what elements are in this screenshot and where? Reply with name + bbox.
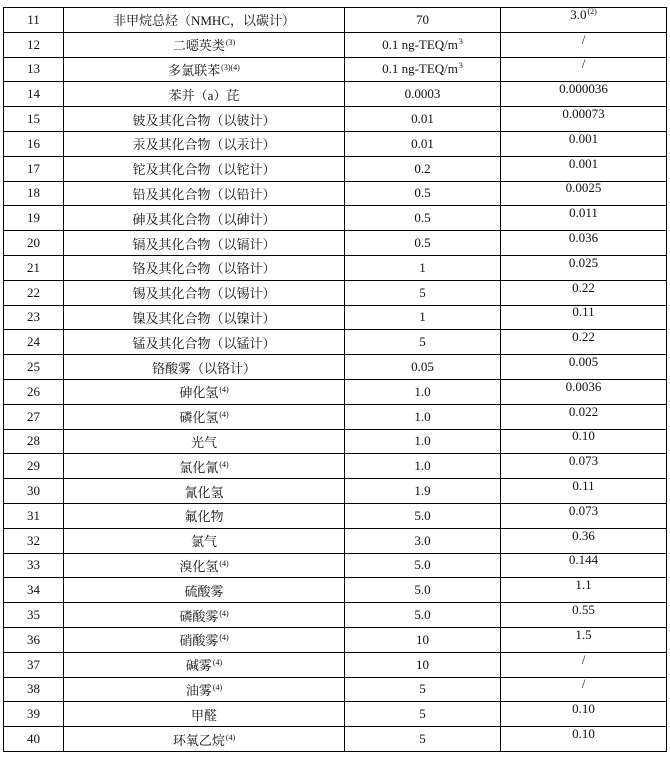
limit-value-cell: [345, 627, 501, 652]
pollutant-name-cell: [64, 156, 345, 181]
pollutant-name: 锡及其化合物（以锡计）: [132, 286, 276, 302]
pollutant-name-cell: [64, 355, 345, 380]
limit-value: 0.0003: [404, 86, 441, 102]
secondary-limit-cell: [501, 404, 667, 429]
footnote-marker: (3)(4): [221, 62, 240, 72]
limit-value: 1.0: [414, 433, 431, 449]
pollutant-name-cell: [64, 652, 345, 677]
table-row: [4, 702, 667, 727]
pollutant-name-cell: [64, 404, 345, 429]
secondary-limit-value: [569, 206, 598, 220]
unit-exponent: 3: [458, 36, 463, 46]
table-row: [4, 156, 667, 181]
row-number: 23: [4, 305, 64, 330]
secondary-limit-text: 0.22: [572, 280, 595, 295]
secondary-limit-value: [570, 8, 597, 22]
secondary-limit-cell: [501, 305, 667, 330]
limit-value-cell: [345, 156, 501, 181]
pollutant-name-cell: [64, 677, 345, 702]
limit-value: 1: [419, 259, 426, 275]
secondary-limit-text: 0.025: [568, 255, 599, 270]
table-row: [4, 206, 667, 231]
limit-value: 5.0: [414, 557, 431, 573]
pollutant-name: 铬酸雾（以铬计）: [151, 360, 256, 376]
limit-value: 0.1 ng-TEQ/m: [382, 61, 458, 77]
secondary-limit-text: /: [581, 57, 586, 72]
limit-value-cell: [345, 429, 501, 454]
secondary-limit-cell: [501, 206, 667, 231]
row-number: 36: [4, 627, 64, 652]
table-row: [4, 107, 667, 132]
footnote-marker: (4): [219, 608, 229, 618]
secondary-limit-text: 0.10: [572, 429, 595, 444]
pollutant-name-cell: [64, 8, 345, 33]
secondary-limit-cell: [501, 255, 667, 280]
limit-value-cell: [345, 107, 501, 132]
secondary-limit-text: 0.22: [572, 329, 595, 345]
row-number: 16: [4, 131, 64, 156]
pollutant-name: 碱雾: [185, 658, 212, 674]
secondary-limit-value: [582, 32, 586, 46]
secondary-limit-cell: [501, 454, 667, 479]
pollutant-name-cell: [64, 280, 345, 305]
pollutant-name: 氯气: [190, 534, 217, 550]
limit-value-cell: [345, 578, 501, 603]
secondary-limit-cell: [501, 479, 667, 504]
secondary-limit-value: [572, 330, 595, 344]
table-row: [4, 131, 667, 156]
row-number: 11: [4, 8, 64, 33]
limit-value-cell: [345, 82, 501, 107]
limit-value: 0.5: [414, 235, 431, 251]
row-number: 15: [4, 107, 64, 132]
limit-value-cell: [345, 181, 501, 206]
table-body: [4, 8, 667, 752]
limit-value-cell: [345, 404, 501, 429]
limit-value-cell: [345, 677, 501, 702]
table-row: [4, 553, 667, 578]
table-row: [4, 627, 667, 652]
pollutant-limits-table: [3, 7, 667, 752]
secondary-limit-text: 0.0036: [565, 379, 602, 394]
secondary-limit-cell: [501, 578, 667, 603]
limit-value: 10: [416, 631, 429, 647]
secondary-limit-text: 0.000036: [559, 81, 608, 97]
pollutant-name: 磷酸雾: [179, 608, 219, 624]
footnote-marker: (4): [219, 633, 229, 643]
secondary-limit-text: 0.00073: [562, 106, 605, 122]
limit-value: 5: [419, 284, 426, 300]
pollutant-name-cell: [64, 231, 345, 256]
secondary-limit-text: 0.073: [568, 453, 599, 469]
limit-value: 5: [419, 706, 426, 722]
secondary-limit-value: [572, 429, 595, 443]
secondary-limit-cell: [501, 231, 667, 256]
pollutant-name: 铬及其化合物（以铬计）: [132, 261, 276, 277]
secondary-limit-value: [569, 454, 598, 468]
secondary-limit-value: [562, 107, 604, 121]
pollutant-name-cell: [64, 330, 345, 355]
secondary-limit-cell: [501, 702, 667, 727]
pollutant-name-cell: [64, 206, 345, 231]
secondary-limit-text: 1.5: [575, 627, 592, 642]
secondary-limit-text: 3.0: [570, 7, 587, 22]
secondary-limit-text: 0.36: [572, 528, 595, 543]
pollutant-name: 镉及其化合物（以镉计）: [132, 236, 276, 252]
limit-value: 0.2: [414, 160, 431, 176]
pollutant-name: 环氧乙烷: [172, 732, 225, 748]
limit-value-cell: [345, 231, 501, 256]
secondary-limit-value: [572, 528, 595, 542]
pollutant-name: 氰化氢: [184, 484, 224, 500]
pollutant-name: 磷化氢: [179, 410, 219, 426]
secondary-limit-cell: [501, 603, 667, 628]
secondary-limit-value: [569, 255, 598, 269]
secondary-limit-text: 0.005: [568, 354, 599, 370]
pollutant-name-cell: [64, 702, 345, 727]
secondary-limit-text: /: [581, 32, 586, 47]
limit-value-cell: [345, 131, 501, 156]
secondary-limit-text: 0.10: [572, 726, 595, 741]
pollutant-name-cell: [64, 479, 345, 504]
limit-value: 0.1 ng-TEQ/m: [382, 36, 458, 52]
table-row: [4, 8, 667, 33]
limit-value-cell: [345, 330, 501, 355]
limit-value: 1.9: [414, 483, 431, 499]
secondary-limit-value: [582, 57, 586, 71]
secondary-limit-cell: [501, 32, 667, 57]
pollutant-name-cell: [64, 131, 345, 156]
secondary-limit-value: [575, 627, 591, 641]
secondary-limit-cell: [501, 727, 667, 752]
footnote-marker: (4): [219, 459, 229, 469]
pollutant-name-cell: [64, 32, 345, 57]
limit-value-cell: [345, 57, 501, 82]
row-number: 28: [4, 429, 64, 454]
row-number: 13: [4, 57, 64, 82]
limit-value: 5.0: [414, 607, 431, 623]
limit-value: 5: [419, 334, 426, 350]
secondary-limit-value: [582, 677, 586, 691]
limit-value-cell: [345, 553, 501, 578]
pollutant-name: 二噁英类: [172, 38, 225, 54]
secondary-limit-cell: [501, 379, 667, 404]
pollutant-name: 多氯联苯: [168, 62, 221, 78]
secondary-limit-text: 0.10: [572, 701, 595, 717]
pollutant-name-cell: [64, 553, 345, 578]
pollutant-name: 硝酸雾: [179, 633, 219, 649]
limit-value-cell: [345, 305, 501, 330]
pollutant-name-cell: [64, 578, 345, 603]
secondary-limit-cell: [501, 131, 667, 156]
limit-value: 1.0: [414, 383, 431, 399]
secondary-limit-value: [569, 156, 598, 170]
pollutant-name-cell: [64, 627, 345, 652]
pollutant-name: 锰及其化合物（以锰计）: [132, 335, 276, 351]
secondary-limit-value: [575, 578, 591, 592]
secondary-limit-value: [572, 702, 595, 716]
row-number: 24: [4, 330, 64, 355]
pollutant-name-cell: [64, 255, 345, 280]
pollutant-name: 甲醛: [190, 707, 217, 723]
table-row: [4, 479, 667, 504]
limit-value-cell: [345, 206, 501, 231]
limit-value-cell: [345, 528, 501, 553]
secondary-limit-value: [569, 503, 598, 517]
limit-value-cell: [345, 454, 501, 479]
limit-value: 1.0: [414, 408, 431, 424]
limit-value: 1.0: [414, 458, 431, 474]
secondary-limit-cell: [501, 181, 667, 206]
pollutant-name: 油雾: [185, 682, 212, 698]
secondary-limit-cell: [501, 553, 667, 578]
row-number: 14: [4, 82, 64, 107]
limit-value-cell: [345, 652, 501, 677]
limit-value-cell: [345, 503, 501, 528]
secondary-limit-text: 0.11: [572, 478, 595, 494]
limit-value-cell: [345, 603, 501, 628]
secondary-limit-cell: [501, 627, 667, 652]
limit-value-cell: [345, 280, 501, 305]
limit-value: 5.0: [414, 582, 431, 598]
secondary-limit-text: 0.036: [568, 230, 599, 246]
secondary-limit-value: [572, 280, 595, 294]
secondary-limit-cell: [501, 429, 667, 454]
limit-value: 5: [419, 681, 426, 697]
pollutant-name: 砷及其化合物（以砷计）: [132, 211, 276, 227]
secondary-limit-cell: [501, 677, 667, 702]
row-number: 31: [4, 503, 64, 528]
secondary-limit-cell: [501, 503, 667, 528]
row-number: 26: [4, 379, 64, 404]
table-row: [4, 32, 667, 57]
row-number: 21: [4, 255, 64, 280]
pollutant-name-cell: [64, 107, 345, 132]
pollutant-name-cell: [64, 379, 345, 404]
pollutant-name: 非甲烷总烃（NMHC，以碳计）: [112, 13, 295, 29]
pollutant-name: 氯化氰: [179, 459, 219, 475]
secondary-limit-text: 0.001: [568, 156, 599, 171]
footnote-marker: (4): [225, 732, 236, 742]
limit-value-cell: [345, 32, 501, 57]
secondary-limit-value: [569, 131, 598, 145]
pollutant-name: 汞及其化合物（以汞计）: [132, 137, 276, 153]
table-row: [4, 181, 667, 206]
table-row: [4, 727, 667, 752]
limit-value: 0.5: [414, 185, 431, 201]
secondary-limit-cell: [501, 528, 667, 553]
row-number: 27: [4, 404, 64, 429]
table-row: [4, 429, 667, 454]
secondary-limit-cell: [501, 652, 667, 677]
pollutant-name: 铅及其化合物（以铅计）: [132, 186, 276, 202]
footnote-marker: (3): [225, 38, 236, 48]
secondary-limit-cell: [501, 8, 667, 33]
secondary-limit-text: 0.022: [568, 404, 599, 419]
table-row: [4, 305, 667, 330]
row-number: 35: [4, 603, 64, 628]
pollutant-name: 硫酸雾: [184, 583, 224, 599]
secondary-limit-cell: [501, 107, 667, 132]
secondary-limit-value: [566, 181, 602, 195]
secondary-limit-cell: [501, 355, 667, 380]
pollutant-name-cell: [64, 454, 345, 479]
row-number: 33: [4, 553, 64, 578]
table-row: [4, 379, 667, 404]
table-row: [4, 503, 667, 528]
pollutant-name: 溴化氢: [179, 558, 219, 574]
row-number: 37: [4, 652, 64, 677]
limit-value: 10: [416, 656, 429, 672]
table-row: [4, 677, 667, 702]
pollutant-name-cell: [64, 727, 345, 752]
row-number: 30: [4, 479, 64, 504]
pollutant-name-cell: [64, 305, 345, 330]
pollutant-name: 砷化氢: [179, 385, 219, 401]
footnote-marker: (4): [219, 385, 229, 395]
row-number: 18: [4, 181, 64, 206]
table-row: [4, 355, 667, 380]
row-number: 22: [4, 280, 64, 305]
limit-value: 0.01: [411, 111, 434, 127]
secondary-limit-text: 0.011: [569, 205, 598, 221]
footnote-marker: (2): [587, 7, 597, 16]
row-number: 17: [4, 156, 64, 181]
table-row: [4, 404, 667, 429]
table-row: [4, 603, 667, 628]
secondary-limit-value: [569, 231, 598, 245]
pollutant-name-cell: [64, 181, 345, 206]
secondary-limit-text: 0.001: [568, 131, 599, 146]
row-number: 25: [4, 355, 64, 380]
secondary-limit-text: /: [581, 677, 586, 692]
secondary-limit-text: 0.073: [568, 503, 599, 518]
row-number: 19: [4, 206, 64, 231]
row-number: 32: [4, 528, 64, 553]
limit-value: 0.5: [414, 210, 431, 226]
pollutant-name: 氟化物: [184, 509, 224, 525]
limit-value-cell: [345, 727, 501, 752]
pollutant-name-cell: [64, 82, 345, 107]
pollutant-name-cell: [64, 57, 345, 82]
limit-value: 0.05: [411, 359, 434, 375]
secondary-limit-cell: [501, 280, 667, 305]
table-row: [4, 578, 667, 603]
secondary-limit-cell: [501, 156, 667, 181]
secondary-limit-value: [572, 727, 595, 741]
secondary-limit-text: 0.0025: [565, 181, 602, 196]
row-number: 12: [4, 32, 64, 57]
limit-value-cell: [345, 355, 501, 380]
secondary-limit-text: /: [581, 652, 586, 667]
footnote-marker: (4): [219, 410, 229, 420]
secondary-limit-value: [572, 479, 594, 493]
table-row: [4, 57, 667, 82]
pollutant-name-cell: [64, 603, 345, 628]
limit-value: 70: [416, 11, 429, 27]
table-row: [4, 280, 667, 305]
pollutant-name-cell: [64, 429, 345, 454]
row-number: 34: [4, 578, 64, 603]
limit-value: 5: [419, 731, 426, 746]
limit-value: 1: [419, 309, 426, 325]
footnote-marker: (4): [212, 682, 223, 692]
secondary-limit-value: [569, 355, 598, 369]
limit-value-cell: [345, 479, 501, 504]
row-number: 20: [4, 231, 64, 256]
footnote-marker: (4): [219, 558, 229, 568]
secondary-limit-cell: [501, 57, 667, 82]
secondary-limit-cell: [501, 82, 667, 107]
table-row: [4, 528, 667, 553]
secondary-limit-text: 0.55: [572, 602, 595, 618]
secondary-limit-value: [569, 553, 598, 567]
pollutant-name-cell: [64, 528, 345, 553]
limit-value: 0.01: [411, 135, 434, 151]
row-number: 38: [4, 677, 64, 702]
limit-value: 5.0: [414, 507, 431, 523]
limit-value-cell: [345, 702, 501, 727]
table-row: [4, 231, 667, 256]
table-row: [4, 652, 667, 677]
secondary-limit-text: 0.144: [568, 553, 599, 568]
secondary-limit-text: 0.11: [572, 305, 595, 320]
secondary-limit-value: [582, 652, 586, 666]
unit-exponent: 3: [458, 61, 463, 71]
table-row: [4, 330, 667, 355]
pollutant-name: 光气: [190, 434, 217, 450]
limit-value: 3.0: [414, 532, 431, 548]
secondary-limit-cell: [501, 330, 667, 355]
table-row: [4, 82, 667, 107]
secondary-limit-value: [569, 404, 598, 418]
row-number: 40: [4, 727, 64, 752]
secondary-limit-value: [559, 82, 608, 96]
limit-value-cell: [345, 379, 501, 404]
pollutant-name: 铍及其化合物（以铍计）: [132, 112, 276, 128]
pollutant-name: 镍及其化合物（以镍计）: [132, 310, 276, 326]
limit-value-cell: [345, 255, 501, 280]
secondary-limit-value: [566, 379, 602, 393]
row-number: 29: [4, 454, 64, 479]
secondary-limit-text: 1.1: [575, 577, 592, 593]
secondary-limit-value: [572, 305, 594, 319]
pollutant-name: 铊及其化合物（以铊计）: [132, 162, 276, 178]
secondary-limit-value: [572, 603, 595, 617]
footnote-marker: (4): [212, 658, 223, 668]
table-row: [4, 454, 667, 479]
limit-value-cell: [345, 8, 501, 33]
pollutant-name: 苯并（a）芘: [168, 87, 240, 103]
table-row: [4, 255, 667, 280]
pollutant-name-cell: [64, 503, 345, 528]
row-number: 39: [4, 702, 64, 727]
